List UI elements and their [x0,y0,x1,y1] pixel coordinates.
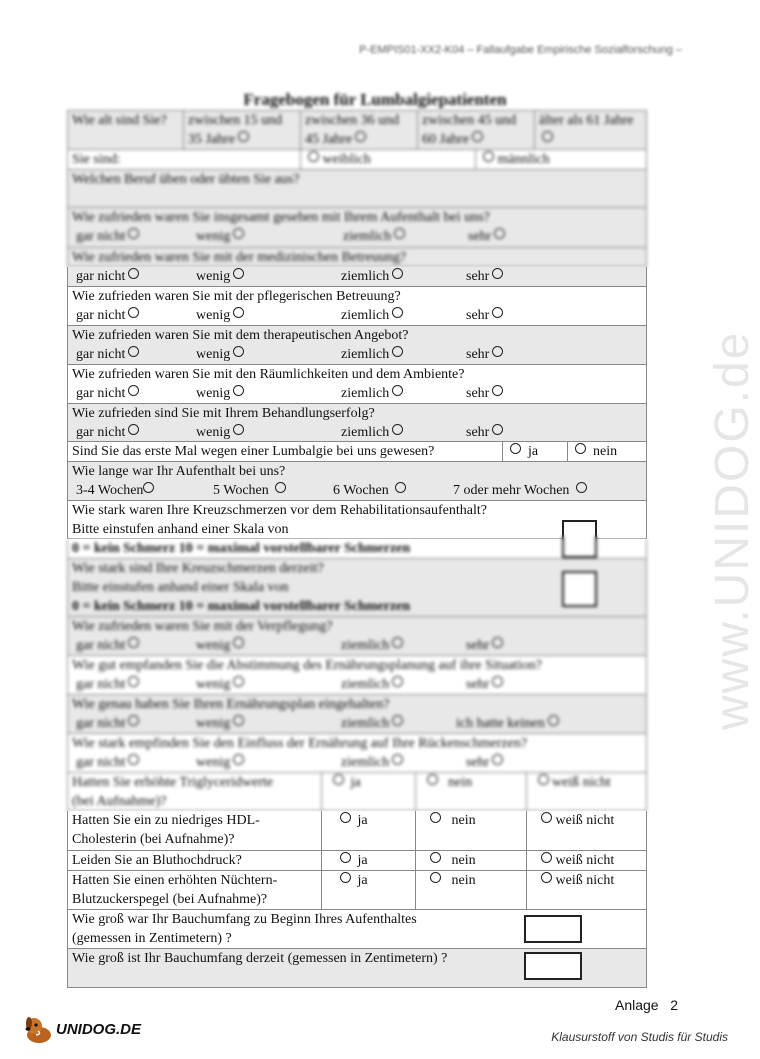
radio-circle-icon[interactable] [510,443,521,454]
hdl-row [67,811,647,851]
radio-circle-icon[interactable] [541,812,552,823]
scale-options [68,753,646,772]
radio-circle-icon[interactable] [575,443,586,454]
age-question: Wie alt sind Sie? [72,113,167,128]
radio-circle-icon[interactable] [492,268,503,279]
option-sehr[interactable]: sehr [468,227,505,246]
radio-circle-icon[interactable] [395,482,406,493]
radio-circle-icon[interactable] [128,676,139,687]
question-text: Wie gut empfanden Sie die Abstimmung des Ernährungsplanung auf ihre Situation? [72,658,542,673]
pain-now-instruction: Bitte einstufen anhand einer Skala von [72,580,289,595]
pain-now-row [67,559,647,617]
option-ziemlich[interactable]: ziemlich [341,423,403,442]
triglyceride-row [67,773,647,811]
radio-circle-icon[interactable] [541,852,552,863]
option-gar-nicht[interactable]: gar nicht [76,227,139,246]
first-time-no[interactable]: nein [567,442,646,461]
radio-circle-icon[interactable] [392,346,403,357]
radio-circle-icon[interactable] [238,131,249,142]
unidog-logo [22,1013,172,1045]
option-ziemlich[interactable]: ziemlich [343,227,405,246]
option-sehr[interactable]: sehr [466,345,503,364]
radio-circle-icon[interactable] [392,424,403,435]
option-sehr[interactable]: sehr [466,753,503,772]
radio-circle-icon[interactable] [392,715,403,726]
pain-before-input-box-lower[interactable] [562,536,597,558]
radio-circle-icon[interactable] [128,754,139,765]
option-sehr[interactable]: sehr [466,306,503,325]
radio-circle-icon[interactable] [542,131,553,142]
radio-circle-icon[interactable] [128,424,139,435]
option-ziemlich[interactable]: ziemlich [341,306,403,325]
radio-circle-icon[interactable] [233,424,244,435]
hdl-yes[interactable]: ja [321,811,415,850]
waist-now-row [67,949,647,988]
radio-circle-icon[interactable] [233,637,244,648]
page-title: Fragebogen für Lumbalgiepatienten [243,90,507,109]
option-wenig[interactable]: wenig [196,714,244,733]
scale-options [68,636,646,655]
pain-now-input-box[interactable] [562,571,597,607]
radio-circle-icon[interactable] [430,812,441,823]
blurred-top-section [67,110,647,267]
radio-circle-icon[interactable] [430,872,441,883]
gender-female[interactable]: weiblich [300,150,475,169]
radio-circle-icon[interactable] [492,754,503,765]
satisfaction-row-success [67,404,647,442]
radio-circle-icon[interactable] [128,268,139,279]
option-ziemlich[interactable]: ziemlich [341,753,403,772]
question-text: Wie zufrieden waren Sie mit den Räumlichkeiten und dem Ambiente? [72,367,465,382]
radio-circle-icon[interactable] [492,385,503,396]
satisfaction-row-medical-options [67,267,647,287]
option-wenig[interactable]: wenig [196,384,244,403]
hdl-no[interactable]: nein [415,811,526,850]
question-text: Wie zufrieden sind Sie mit Ihrem Behandlungserfolg? [72,406,375,421]
hdl-unknown[interactable]: weiß nicht [526,811,646,850]
age-option-1[interactable]: zwischen 15 und 35 Jahre [183,111,300,149]
diet-row-1 [67,617,647,656]
gender-male[interactable]: männlich [475,150,646,169]
waist-start-row [67,910,647,949]
pain-scale-text: 0 = kein Schmerz 10 = maximal vorstellbarer Schmerzen [72,541,411,556]
bloodpressure-unknown[interactable]: weiß nicht [526,851,646,870]
age-option-2[interactable]: zwischen 36 und 45 Jahre [300,111,417,149]
question-text: Wie genau haben Sie Ihren Ernährungsplan eingehalten? [72,697,390,712]
option-gar-nicht[interactable]: gar nicht [76,675,139,694]
satisfaction-row-rooms [67,365,647,404]
option-gar-nicht[interactable]: gar nicht [76,423,139,442]
radio-circle-icon[interactable] [472,131,483,142]
scale-options [68,423,646,442]
bloodsugar-yes[interactable]: ja [321,871,415,909]
radio-circle-icon[interactable] [394,228,405,239]
radio-circle-icon[interactable] [492,346,503,357]
option-gar-nicht[interactable]: gar nicht [76,714,139,733]
pain-scale-text: 0 = kein Schmerz 10 = maximal vorstellbarer Schmerzen [72,599,411,614]
page-header: P-EMPIS01-XX2-K04 – Fallaufgabe Empirische Sozialforschung – [359,44,682,56]
pain-before-question: Wie stark waren Ihre Kreuzschmerzen vor dem Rehabilitationsaufenthalt? [72,503,487,518]
question-text: Wie stark empfinden Sie den Einfluss der Ernährung auf Ihre Rückenschmerzen? [72,736,528,751]
waist-now-input-box[interactable] [524,952,582,980]
option-kein-plan[interactable]: ich hatte keinen [456,714,559,733]
option-gar-nicht[interactable]: gar nicht [76,267,139,286]
option-gar-nicht[interactable]: gar nicht [76,636,139,655]
option-ziemlich[interactable]: ziemlich [341,267,403,286]
radio-circle-icon[interactable] [392,268,403,279]
diet-row-2 [67,656,647,695]
triglyceride-question: Hatten Sie erhöhte Triglyceridwerte (bei Aufnahme)? [72,775,274,809]
pain-before-instruction: Bitte einstufen anhand einer Skala von [72,522,289,537]
radio-circle-icon[interactable] [548,715,559,726]
duration-option-1[interactable]: 3-4 Wochen [76,481,154,500]
option-wenig[interactable]: wenig [196,753,244,772]
radio-circle-icon[interactable] [233,385,244,396]
pain-before-row [67,501,647,539]
option-gar-nicht[interactable]: gar nicht [76,345,139,364]
radio-circle-icon[interactable] [355,131,366,142]
radio-circle-icon[interactable] [392,676,403,687]
option-ziemlich[interactable]: ziemlich [341,675,403,694]
bloodpressure-no[interactable]: nein [415,851,526,870]
radio-circle-icon[interactable] [233,676,244,687]
question-text: Wie zufrieden waren Sie insgesamt gesehen mit Ihrem Aufenthalt bei uns? [72,210,490,225]
age-option-3[interactable]: zwischen 45 und 60 Jahre [417,111,534,149]
duration-option-2[interactable]: 5 Wochen [213,481,286,500]
duration-option-4[interactable]: 7 oder mehr Wochen [453,481,587,500]
scale-options [68,345,646,364]
radio-circle-icon[interactable] [483,151,494,162]
waist-start-question: Wie groß war Ihr Bauchumfang zu Beginn Ihres Aufenthaltes [72,912,417,927]
first-time-row [67,442,647,462]
radio-circle-icon[interactable] [233,268,244,279]
bloodsugar-question: Hatten Sie einen erhöhten Nüchtern- Blutzuckerspegel (bei Aufnahme)? [72,873,278,907]
radio-circle-icon[interactable] [128,637,139,648]
gender-label: Sie sind: [72,152,121,167]
radio-circle-icon[interactable] [492,424,503,435]
radio-circle-icon[interactable] [430,852,441,863]
bloodpressure-yes[interactable]: ja [321,851,415,870]
pain-now-question: Wie stark sind Ihre Kreuzschmerzen derzeit? [72,561,324,576]
duration-options [68,481,646,500]
page-number: Anlage 2 [615,997,679,1013]
radio-circle-icon[interactable] [576,482,587,493]
questionnaire-form [67,110,647,988]
radio-circle-icon[interactable] [340,812,351,823]
option-ziemlich[interactable]: ziemlich [341,384,403,403]
radio-circle-icon[interactable] [340,852,351,863]
radio-circle-icon[interactable] [492,676,503,687]
option-sehr[interactable]: sehr [466,267,503,286]
bloodpressure-question: Leiden Sie an Bluthochdruck? [72,853,242,868]
triglyceride-yes[interactable]: ja [321,773,415,810]
option-wenig[interactable]: wenig [196,227,244,246]
option-sehr[interactable]: sehr [466,423,503,442]
radio-circle-icon[interactable] [541,872,552,883]
watermark: www.UNIDOG.de [706,330,759,730]
scale-options [68,227,646,246]
radio-circle-icon[interactable] [392,307,403,318]
radio-circle-icon[interactable] [333,774,344,785]
scale-options [68,714,646,733]
option-ziemlich[interactable]: ziemlich [341,345,403,364]
radio-circle-icon[interactable] [392,385,403,396]
radio-circle-icon[interactable] [308,151,319,162]
radio-circle-icon[interactable] [492,637,503,648]
radio-circle-icon[interactable] [492,307,503,318]
option-gar-nicht[interactable]: gar nicht [76,753,139,772]
bloodpressure-row [67,851,647,871]
option-sehr[interactable]: sehr [466,636,503,655]
option-wenig[interactable]: wenig [196,636,244,655]
question-text: Wie zufrieden waren Sie mit dem therapeutischen Angebot? [72,328,409,343]
duration-row [67,462,647,501]
radio-circle-icon[interactable] [275,482,286,493]
option-wenig[interactable]: wenig [196,345,244,364]
radio-circle-icon[interactable] [233,715,244,726]
diet-row-3 [67,695,647,734]
bloodsugar-row [67,871,647,910]
radio-circle-icon[interactable] [233,228,244,239]
option-wenig[interactable]: wenig [196,423,244,442]
hdl-question: Hatten Sie ein zu niedriges HDL- Cholesterin (bei Aufnahme)? [72,813,260,847]
blurred-middle-section [67,539,647,811]
option-ziemlich[interactable]: ziemlich [341,714,403,733]
triglyceride-no[interactable]: nein [415,773,526,810]
pain-before-scale-row [67,539,647,559]
scale-options [68,675,646,694]
scale-options [68,306,646,325]
option-wenig[interactable]: wenig [196,675,244,694]
option-wenig[interactable]: wenig [196,306,244,325]
radio-circle-icon[interactable] [128,228,139,239]
radio-circle-icon[interactable] [128,346,139,357]
radio-circle-icon[interactable] [233,307,244,318]
age-option-4[interactable]: älter als 61 Jahre [534,111,646,149]
option-wenig[interactable]: wenig [196,267,244,286]
waist-start-input-box[interactable] [524,915,582,943]
radio-circle-icon[interactable] [427,774,438,785]
job-row [67,170,647,208]
radio-circle-icon[interactable] [128,715,139,726]
radio-circle-icon[interactable] [143,482,154,493]
scale-options [68,384,646,403]
waist-now-question: Wie groß ist Ihr Bauchumfang derzeit (gemessen in Zentimetern) ? [72,951,448,966]
diet-row-4 [67,734,647,773]
option-ziemlich[interactable]: ziemlich [341,636,403,655]
radio-circle-icon[interactable] [233,346,244,357]
question-text: Wie zufrieden waren Sie mit der Verpflegung? [72,619,333,634]
bloodsugar-no[interactable]: nein [415,871,526,909]
radio-circle-icon[interactable] [233,754,244,765]
radio-circle-icon[interactable] [392,754,403,765]
radio-circle-icon[interactable] [494,228,505,239]
waist-start-unit: (gemessen in Zentimetern) ? [72,931,232,946]
logo-text: UNIDOG.DE [56,1021,142,1038]
question-text: Wie zufrieden waren Sie mit der pflegerischen Betreuung? [72,289,401,304]
radio-circle-icon[interactable] [340,872,351,883]
radio-circle-icon[interactable] [128,385,139,396]
option-sehr[interactable]: sehr [466,675,503,694]
first-time-yes[interactable]: ja [502,442,567,461]
duration-option-3[interactable]: 6 Wochen [333,481,406,500]
first-time-question: Sind Sie das erste Mal wegen einer Lumbalgie bei uns gewesen? [72,444,435,459]
radio-circle-icon[interactable] [392,637,403,648]
footer-tagline: Klausurstoff von Studis für Studis [551,1030,728,1044]
satisfaction-row-overall [67,208,647,248]
bloodsugar-unknown[interactable]: weiß nicht [526,871,646,909]
question-text: Wie zufrieden waren Sie mit der medizinischen Betreuung? [72,250,407,265]
age-row [67,110,647,150]
option-gar-nicht[interactable]: gar nicht [76,384,139,403]
dog-icon [22,1013,56,1045]
gender-row [67,150,647,170]
option-sehr[interactable]: sehr [466,384,503,403]
radio-circle-icon[interactable] [538,774,549,785]
triglyceride-unknown[interactable]: weiß nicht [526,773,646,810]
option-gar-nicht[interactable]: gar nicht [76,306,139,325]
satisfaction-row-nursing [67,287,647,326]
scale-options [68,267,646,286]
radio-circle-icon[interactable] [128,307,139,318]
job-question: Welchen Beruf üben oder übten Sie aus? [72,172,300,187]
satisfaction-row-medical-question [67,248,647,267]
duration-question: Wie lange war Ihr Aufenthalt bei uns? [72,464,286,479]
satisfaction-row-therapy [67,326,647,365]
